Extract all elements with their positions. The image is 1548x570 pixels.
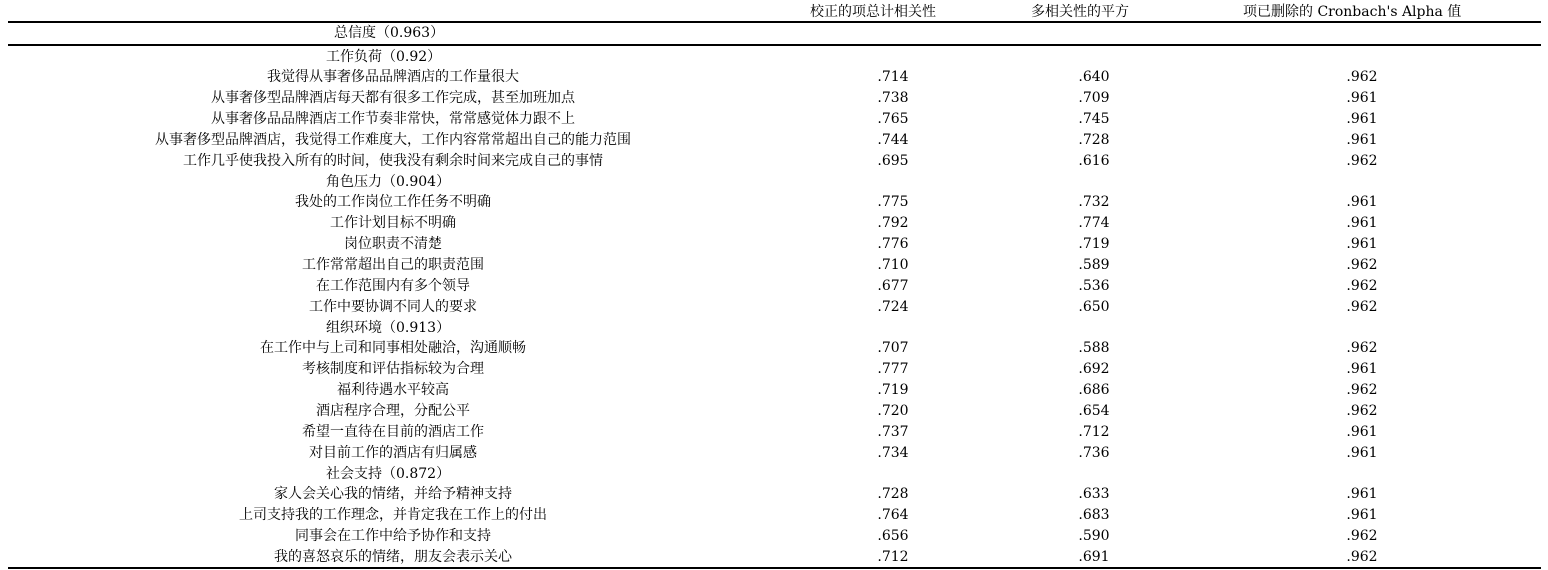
corrected-item-total-correlation-cell: .724 [877, 298, 909, 315]
squared-multiple-correlation-cell: .736 [1078, 444, 1110, 461]
item-label: 工作中要协调不同人的要求 [309, 298, 477, 315]
squared-multiple-correlation-cell: .774 [1078, 215, 1110, 232]
alpha-if-deleted-cell: .961 [1346, 236, 1378, 253]
table-row [8, 380, 1541, 401]
alpha-if-deleted-cell: .961 [1346, 215, 1378, 232]
alpha-if-deleted-cell: .962 [1346, 298, 1378, 315]
table-row [8, 213, 1541, 234]
squared-multiple-correlation-cell: .691 [1078, 548, 1110, 565]
squared-multiple-correlation-cell: .616 [1078, 152, 1110, 169]
alpha-if-deleted-cell: .961 [1346, 90, 1378, 107]
squared-multiple-correlation-cell: .728 [1078, 131, 1110, 148]
corrected-item-total-correlation-cell: .677 [877, 277, 909, 294]
corrected-item-total-correlation-cell: .695 [877, 152, 909, 169]
squared-multiple-correlation-cell: .712 [1078, 423, 1110, 440]
corrected-item-total-correlation-cell: .712 [877, 548, 909, 565]
item-label: 福利待遇水平较高 [337, 382, 449, 399]
item-label: 家人会关心我的情绪，并给予精神支持 [274, 486, 512, 503]
squared-multiple-correlation-cell: .654 [1078, 402, 1110, 419]
table-row [8, 255, 1541, 276]
corrected-item-total-correlation-cell: .656 [877, 528, 909, 545]
corrected-item-total-correlation-cell: .765 [877, 111, 909, 128]
section-row [8, 172, 1541, 193]
corrected-item-total-correlation-cell: .719 [877, 382, 909, 399]
alpha-if-deleted-cell: .961 [1346, 361, 1378, 378]
header-corrected-item-total-correlation: 校正的项总计相关性 [810, 4, 936, 20]
item-label: 我觉得从事奢侈品品牌酒店的工作量很大 [267, 69, 519, 86]
squared-multiple-correlation-cell: .719 [1078, 236, 1110, 253]
squared-multiple-correlation-cell: .745 [1078, 111, 1110, 128]
section-row [8, 318, 1541, 339]
squared-multiple-correlation-cell: .633 [1078, 486, 1110, 503]
squared-multiple-correlation-cell: .650 [1078, 298, 1110, 315]
item-label: 酒店程序合理，分配公平 [316, 402, 470, 419]
item-label: 从事奢侈型品牌酒店，我觉得工作难度大，工作内容常常超出自己的能力范围 [155, 131, 631, 148]
squared-multiple-correlation-cell: .536 [1078, 277, 1110, 294]
alpha-if-deleted-cell: .962 [1346, 528, 1378, 545]
item-label: 工作几乎使我投入所有的时间，使我没有剩余时间来完成自己的事情 [183, 152, 603, 169]
section-label: 组织环境（0.913） [326, 319, 451, 336]
table-row [8, 547, 1541, 568]
corrected-item-total-correlation-cell: .720 [877, 402, 909, 419]
squared-multiple-correlation-cell: .590 [1078, 528, 1110, 545]
section-label: 社会支持（0.872） [326, 465, 451, 482]
corrected-item-total-correlation-cell: .775 [877, 194, 909, 211]
corrected-item-total-correlation-cell: .728 [877, 486, 909, 503]
corrected-item-total-correlation-cell: .744 [877, 131, 909, 148]
table-row [8, 130, 1541, 151]
corrected-item-total-correlation-cell: .737 [877, 423, 909, 440]
table-row [8, 422, 1541, 443]
table-row [8, 109, 1541, 130]
table-row [8, 505, 1541, 526]
alpha-if-deleted-cell: .961 [1346, 111, 1378, 128]
table-row [8, 67, 1541, 88]
bottom-rule [8, 567, 1541, 569]
alpha-if-deleted-cell: .961 [1346, 194, 1378, 211]
item-label: 对目前工作的酒店有归属感 [309, 444, 477, 461]
item-label: 在工作中与上司和同事相处融洽，沟通顺畅 [260, 340, 526, 357]
table-row [8, 276, 1541, 297]
item-label: 从事奢侈型品牌酒店每天都有很多工作完成，甚至加班加点 [211, 90, 575, 107]
squared-multiple-correlation-cell: .589 [1078, 257, 1110, 273]
item-label: 我处的工作岗位工作任务不明确 [295, 194, 491, 211]
item-label: 岗位职责不清楚 [344, 236, 442, 253]
squared-multiple-correlation-cell: .588 [1078, 340, 1110, 357]
alpha-if-deleted-cell: .962 [1346, 340, 1378, 357]
section-label: 角色压力（0.904） [326, 173, 451, 190]
table-row [8, 234, 1541, 255]
item-label: 考核制度和评估指标较为合理 [302, 361, 484, 378]
squared-multiple-correlation-cell: .686 [1078, 382, 1110, 399]
alpha-if-deleted-cell: .962 [1346, 548, 1378, 565]
item-label: 上司支持我的工作理念，并肯定我在工作上的付出 [239, 507, 547, 524]
corrected-item-total-correlation-cell: .776 [877, 236, 909, 253]
table-row [8, 359, 1541, 380]
item-label: 我的喜怒哀乐的情绪，朋友会表示关心 [274, 548, 512, 565]
item-label: 在工作范围内有多个领导 [316, 277, 470, 294]
section-row [8, 47, 1541, 68]
total-reliability-label: 总信度（0.963） [334, 25, 445, 41]
squared-multiple-correlation-cell: .692 [1078, 361, 1110, 378]
corrected-item-total-correlation-cell: .707 [877, 340, 909, 357]
corrected-item-total-correlation-cell: .714 [877, 69, 909, 86]
item-label: 从事奢侈品品牌酒店工作节奏非常快，常常感觉体力跟不上 [211, 111, 575, 128]
alpha-if-deleted-cell: .962 [1346, 69, 1378, 86]
alpha-if-deleted-cell: .961 [1346, 444, 1378, 461]
corrected-item-total-correlation-cell: .764 [877, 507, 909, 524]
total-reliability-row [8, 23, 1541, 44]
table-row [8, 401, 1541, 422]
alpha-if-deleted-cell: .961 [1346, 507, 1378, 524]
alpha-if-deleted-cell: .961 [1346, 131, 1378, 148]
corrected-item-total-correlation-cell: .777 [877, 361, 909, 378]
item-label: 工作常常超出自己的职责范围 [302, 257, 484, 273]
squared-multiple-correlation-cell: .709 [1078, 90, 1110, 107]
section-row [8, 464, 1541, 485]
item-label: 同事会在工作中给予协作和支持 [295, 528, 491, 545]
table-row [8, 297, 1541, 318]
squared-multiple-correlation-cell: .683 [1078, 507, 1110, 524]
table-row [8, 526, 1541, 547]
table-row [8, 151, 1541, 172]
table-row [8, 88, 1541, 109]
corrected-item-total-correlation-cell: .792 [877, 215, 909, 232]
squared-multiple-correlation-cell: .732 [1078, 194, 1110, 211]
alpha-if-deleted-cell: .961 [1346, 423, 1378, 440]
table-row [8, 338, 1541, 359]
corrected-item-total-correlation-cell: .710 [877, 257, 909, 273]
section-label: 工作负荷（0.92） [326, 48, 442, 65]
alpha-if-deleted-cell: .962 [1346, 277, 1378, 294]
alpha-if-deleted-cell: .962 [1346, 382, 1378, 399]
table-row [8, 484, 1541, 505]
corrected-item-total-correlation-cell: .734 [877, 444, 909, 461]
item-label: 工作计划目标不明确 [330, 215, 456, 232]
alpha-if-deleted-cell: .962 [1346, 402, 1378, 419]
squared-multiple-correlation-cell: .640 [1078, 69, 1110, 86]
alpha-if-deleted-cell: .962 [1346, 257, 1378, 273]
table-row [8, 192, 1541, 213]
table-row [8, 443, 1541, 464]
alpha-if-deleted-cell: .961 [1346, 486, 1378, 503]
corrected-item-total-correlation-cell: .738 [877, 90, 909, 107]
header-squared-multiple-correlation: 多相关性的平方 [1031, 4, 1129, 20]
alpha-if-deleted-cell: .962 [1346, 152, 1378, 169]
item-label: 希望一直待在目前的酒店工作 [302, 423, 484, 440]
header-alpha-if-item-deleted: 项已删除的 Cronbach's Alpha 值 [1243, 4, 1462, 20]
